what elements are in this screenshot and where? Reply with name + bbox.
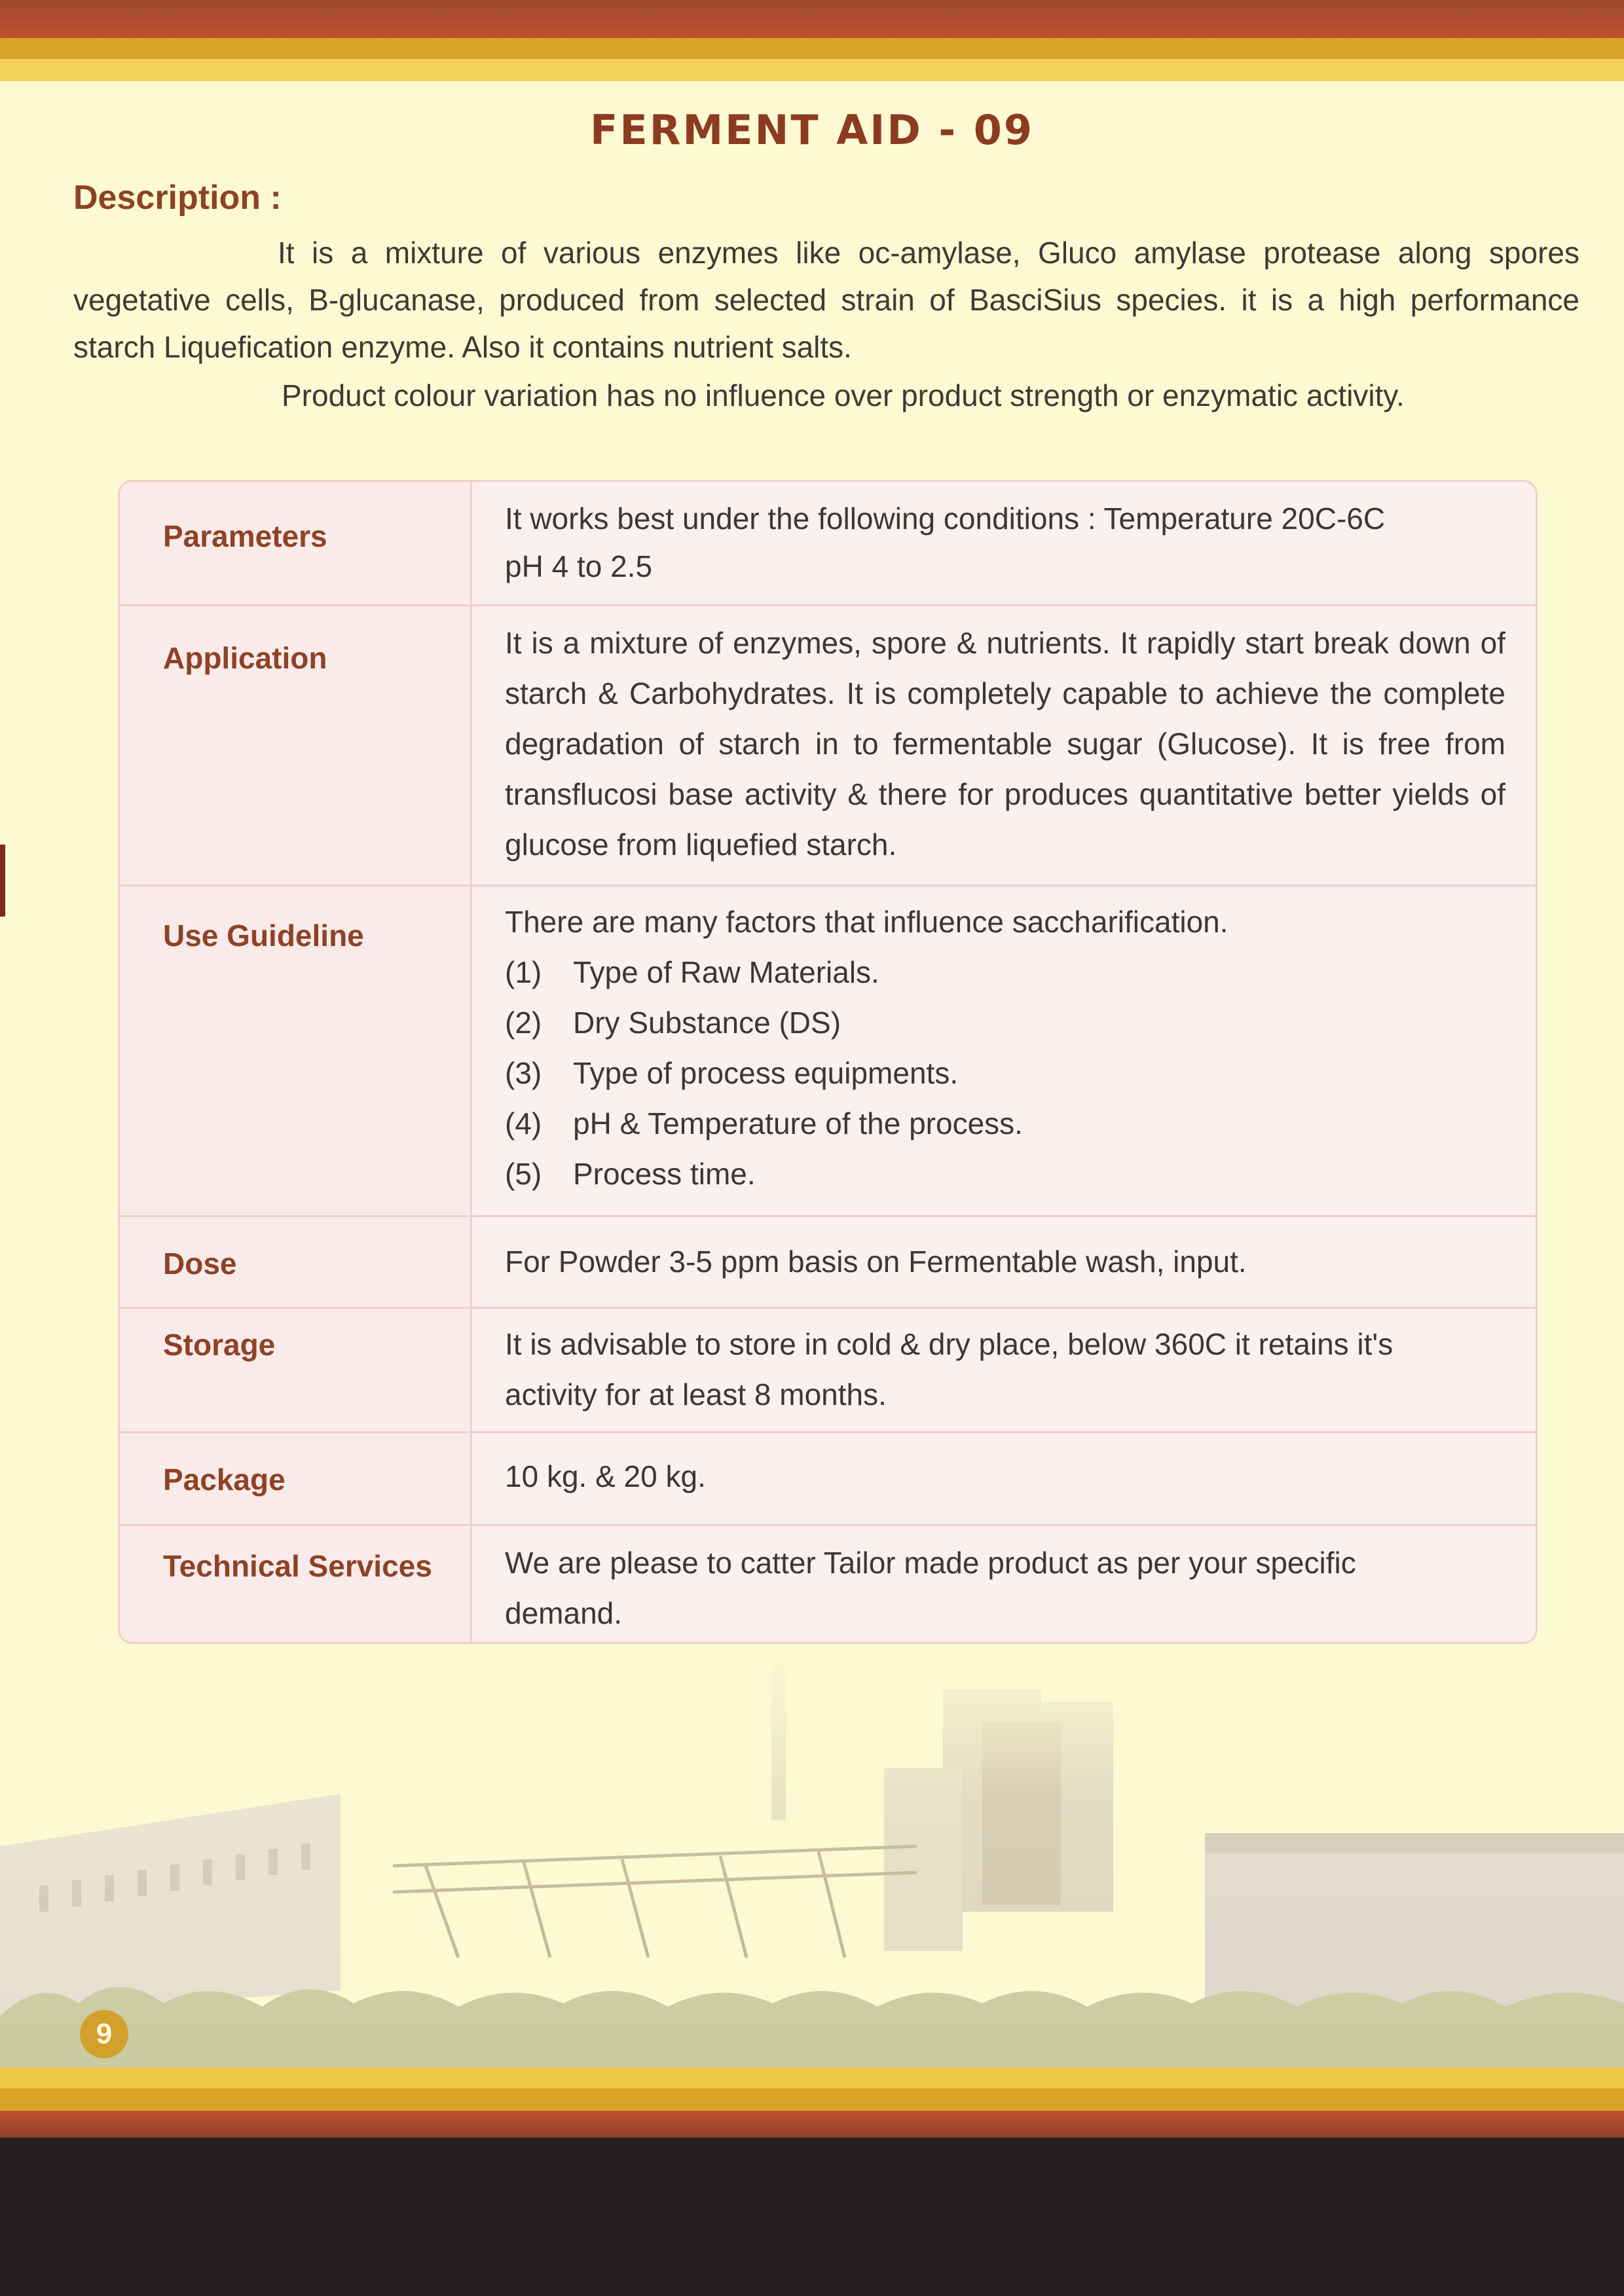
technical-services-label: Technical Services bbox=[163, 1549, 432, 1583]
description-paragraph: It is a mixture of various enzymes like oc-amylase, Gluco amylase protease along spores vegetative cells, B-glucanase, produced from selected strain of BasciSius species. it is a high performance starch Liquefication enzyme. Also it contains nutrient salts. bbox=[73, 236, 1579, 364]
parameters-line: It works best under the following conditions : Temperature 20C-6C bbox=[505, 501, 1386, 536]
bottom-red-band bbox=[0, 2111, 1624, 2138]
description-body bbox=[73, 229, 1579, 419]
page-title: FERMENT AID - 09 bbox=[590, 106, 1034, 154]
package-value: 10 kg. & 20 kg. bbox=[505, 1459, 706, 1493]
parameters-line: pH 4 to 2.5 bbox=[505, 549, 653, 583]
table-row-parameters bbox=[120, 482, 1536, 606]
list-item: (2) Dry Substance (DS) bbox=[505, 1006, 841, 1040]
package-label: Package bbox=[163, 1463, 286, 1497]
parameters-label: Parameters bbox=[163, 519, 327, 553]
storage-label: Storage bbox=[163, 1328, 276, 1362]
top-yellow-band bbox=[0, 59, 1624, 81]
table-row-application bbox=[120, 606, 1536, 886]
table-row-use-guideline bbox=[120, 886, 1536, 1217]
bottom-orange-band bbox=[0, 2088, 1624, 2111]
list-item: (4) pH & Temperature of the process. bbox=[505, 1106, 1023, 1140]
description-heading: Description : bbox=[73, 179, 282, 217]
parameters-value bbox=[505, 495, 1505, 591]
table-row-storage bbox=[120, 1309, 1536, 1433]
technical-services-value bbox=[505, 1538, 1505, 1639]
use-guideline-value bbox=[505, 897, 1505, 1199]
bottom-yellow-band bbox=[0, 2068, 1624, 2088]
table-row-dose bbox=[120, 1217, 1536, 1309]
use-guideline-intro: There are many factors that influence saccharification. bbox=[505, 905, 1228, 939]
factory-illustration bbox=[0, 1650, 1624, 2069]
list-item: (3) Type of process equipments. bbox=[505, 1056, 959, 1090]
table-row-package bbox=[120, 1433, 1536, 1526]
page-number-badge: 9 bbox=[80, 2010, 128, 2058]
application-label: Application bbox=[163, 641, 327, 675]
dose-label: Dose bbox=[163, 1247, 237, 1281]
storage-line: It is advisable to store in cold & dry place, below 360C it retains it's bbox=[505, 1327, 1393, 1361]
table-row-technical-services bbox=[120, 1526, 1536, 1644]
use-guideline-label: Use Guideline bbox=[163, 919, 364, 953]
dose-value: For Powder 3-5 ppm basis on Fermentable wash, input. bbox=[505, 1245, 1247, 1279]
list-item: (1) Type of Raw Materials. bbox=[505, 955, 879, 989]
storage-value bbox=[505, 1319, 1505, 1420]
technical-services-line: demand. bbox=[505, 1596, 623, 1630]
spec-table bbox=[118, 480, 1538, 1644]
list-item: (5) Process time. bbox=[505, 1157, 756, 1191]
scan-background bbox=[0, 2138, 1624, 2296]
edge-mark bbox=[0, 845, 5, 917]
description-paragraph: Product colour variation has no influence over product strength or enzymatic activity. bbox=[282, 378, 1405, 412]
technical-services-line: We are please to catter Tailor made product as per your specific bbox=[505, 1546, 1356, 1580]
application-value: It is a mixture of enzymes, spore & nutrients. It rapidly start break down of starch & Carbohydrates. It is completely capable to achieve the complete degradation of starch in to fermentable sugar (Glucose). It is free from transflucosi base activity & there for produces quantitative better yields of glucose from liquefied starch. bbox=[505, 626, 1505, 862]
top-orange-band bbox=[0, 38, 1624, 59]
top-red-band bbox=[0, 0, 1624, 38]
storage-line: activity for at least 8 months. bbox=[505, 1377, 887, 1412]
